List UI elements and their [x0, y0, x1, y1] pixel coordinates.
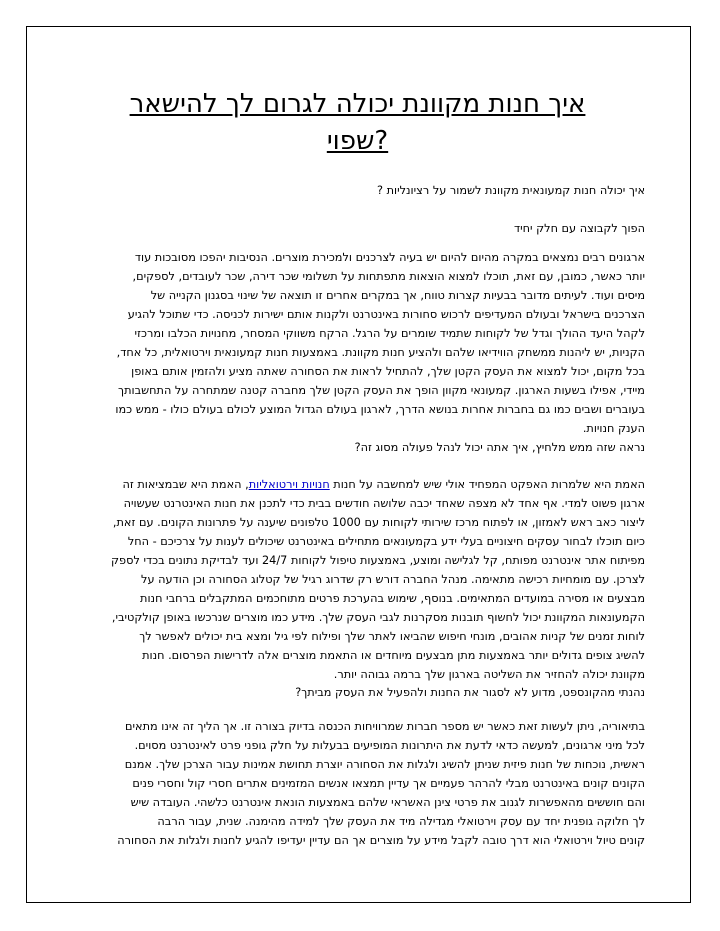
paragraph-line: לקהל היעד ההולך וגדל של לקוחות שתמיד שומרים על הרגל. הרקח משווקי המסחר, מחנויות הכלבו ומרכזי — [134, 327, 645, 340]
paragraph-line: מקוונת יכולה להחזיר את השליטה בארגון שלך ברמה גבוהה יותר. — [333, 668, 645, 681]
paragraph-line: לכל מיני ארגונים, למעשה כדאי לדעת את היתרונות המופיעים בבעלות על חלק גופני פרט לאינטרנט מסוים. — [134, 739, 645, 752]
paragraph-line: והם חוששים מהאפשרות לגנוב את פרטי צינן האשראי שלהם באמצעות הונאת אינטרנט כלשהי. העובדה שיש — [130, 796, 645, 809]
question-3 — [70, 683, 645, 702]
question-1-text: איך יכולה חנות קמעונאית מקוונת לשמור על רציונליות ? — [376, 184, 645, 197]
question-2 — [70, 438, 645, 457]
paragraph-line: הצרכנים בישראל ובעולם המעדיפים לרכוש סחורות באינטרנט ולקנות אותם ישירות לכניסה. כדי שתוכל להגיע — [127, 308, 645, 321]
paragraph-line: הקונים קונים באינטרנט מבלי להרהר פעמיים אך עדיין תמצאו אנשים המזמינים אתרים חסרי קול וחסרי פנים — [132, 777, 645, 790]
paragraph-line: הקניות, יש ליהנות ממשחק הווידיאו שלהם ולהציע חנות מקוונת. באמצעות חנות קמעונאית וירטואלית, כל אחד, — [116, 346, 645, 359]
subheading — [70, 219, 645, 238]
paragraph-line: בעוברים ושבים כמו גם בחברות אחרות בנושא הדרך, לארגון בעולם הגדול המוצע לכולם בעולם כולו - ממש כמו — [115, 403, 645, 416]
text-span: האמת היא שלמרות האפקט המפחיד אולי שיש למחשבה על חנות — [329, 478, 645, 491]
paragraph-2 — [70, 475, 645, 684]
page-title — [70, 86, 645, 160]
paragraph-line: בתיאוריה, ניתן לעשות זאת כאשר יש מספר חברות שמרוויחות הכנסה בדיוק בצורה זו. אך הליך זה אינו מתאים — [125, 720, 645, 733]
paragraph-line: קונים טיול וירטואלי הוא דרך טובה לקבל מידע על מוצרים אך הם עדיין יעדיפו להגיע לחנות ולגלות את הסחורה — [117, 834, 645, 847]
question-3-text: נהנתי מהקונספט, מדוע לא לסגור את החנות ולהפעיל את העסק מביתך? — [295, 686, 645, 699]
subheading-text: הפוך לקבוצה עם חלק יחיד — [513, 222, 645, 235]
paragraph-line: יותר כאשר, כמובן, עם זאת, תוכלו למצוא הוצאות מתפתחות על תשלומי שכר דירה, שכר לעובדים, לספקים, — [132, 270, 645, 283]
paragraph-line: הקמעונאות המקוונת יכול לחשוף תובנות מסקרנות לגבי העסק שלך. מידע כמו מוצרים שנרכשו באופן קולקטיבי, — [111, 611, 645, 624]
text-span: , האמת היא שבמציאות זה — [122, 478, 249, 491]
paragraph-line: ראשית, נוכחות של חנות פיזית שניתן להשיג ולגלות את הסחורה יוצרת תחושת אמינות עבור הצרכן שלך. אמנם — [124, 758, 645, 771]
paragraph-line — [70, 475, 645, 494]
paragraph-line: ארגונים רבים נמצאים במקרה מהיום להיום יש בעיה לצרכנים ולמכירת מוצרים. הנסיבות יהפכו מסובכות עוד — [134, 251, 645, 264]
paragraph-3 — [70, 717, 645, 850]
paragraph-line: הענק חנויות. — [582, 422, 645, 435]
paragraph-line: מיסים ועוד. לעיתים מדובר בבעיות קצרות טווח, אך במקרים אחרים זו תוצאה של שינוי בסגנון הקנייה של — [150, 289, 645, 302]
title-line-1: איך חנות מקוונת יכולה לגרום לך להישאר — [129, 89, 586, 119]
paragraph-line: בכל מקום, יכול למצוא את העסק הקטן שלך, להתחיל לראות את הסחורה שאתה מציע ולהזמין אותם באופן — [131, 365, 645, 378]
question-1 — [70, 181, 645, 200]
paragraph-line: כיום תוכלו לבחור עסקים חיצוניים בעלי ידע בקמעונאים מתחילים באינטרנט שיכולים לענות על צרכיכם - החל — [127, 535, 645, 548]
title-line-2: ?שפוי — [326, 126, 389, 156]
paragraph-line: לך חלוקה גופנית יחד עם עסק וירטואלי מגדילה מיד את העסק שלך למידה מהימנה. שנית, עבור הרבה — [157, 815, 645, 828]
paragraph-1 — [70, 248, 645, 438]
paragraph-line: לוחות זמנים של קניות אהובים, מונחי חיפוש שהביאו לאתר שלך ופילוח לפי גיל ומצא בית יכולים לאפשר לך — [139, 630, 645, 643]
paragraph-line: להשיג צופים גדולים יותר באמצעות מתן מבצעים מיוחדים או התאמת מוצרים אלה לדרישות הפרסום. חנות — [142, 649, 645, 662]
virtual-stores-link[interactable]: חנויות וירטואליות — [248, 478, 330, 491]
paragraph-line: ארגון פשוט למדי. אף אחד לא מצפה שאחד יכבה שלושה חודשים בבית כדי לתכנן את חנות האינטרנט שעשויה — [123, 497, 645, 510]
paragraph-line: מבצעים או מסירה במועדים המתאימים. בנוסף, שימוש בהערכת פרטים מתוחכמים המתקבלים ברחבי חנות — [140, 592, 645, 605]
paragraph-line: לצרכן. עם מומחיות רכישה מתאימה. מנהל החברה דורש רק שדרוג רגיל של קטלוג הסחורה וכן הודעה על — [141, 573, 645, 586]
paragraph-line: ליצור כאב ראש לאמזון, או לפתוח מרכז שירותי לקוחות עם 1000 טלפונים שיענה על פתרונות הקונים. עם זאת, — [112, 516, 645, 529]
paragraph-line: מפיתוח אתר אינטרנט מפותח, קל לגלישה ומוצע, באמצעות טיפול לקוחות 24/7 ועד לבדיקת נתונים בכדי לספק — [111, 554, 645, 567]
paragraph-line: מיידי, אפילו בשעות הארגון. קמעונאי מקוון הופך את העסק הקטן שלך מחברה קטנה שמתחרה על התחשבותך — [118, 384, 645, 397]
question-2-text: נראה שזה ממש מלחיץ, איך אתה יכול לנהל פעולה מסוג זה? — [354, 441, 645, 454]
